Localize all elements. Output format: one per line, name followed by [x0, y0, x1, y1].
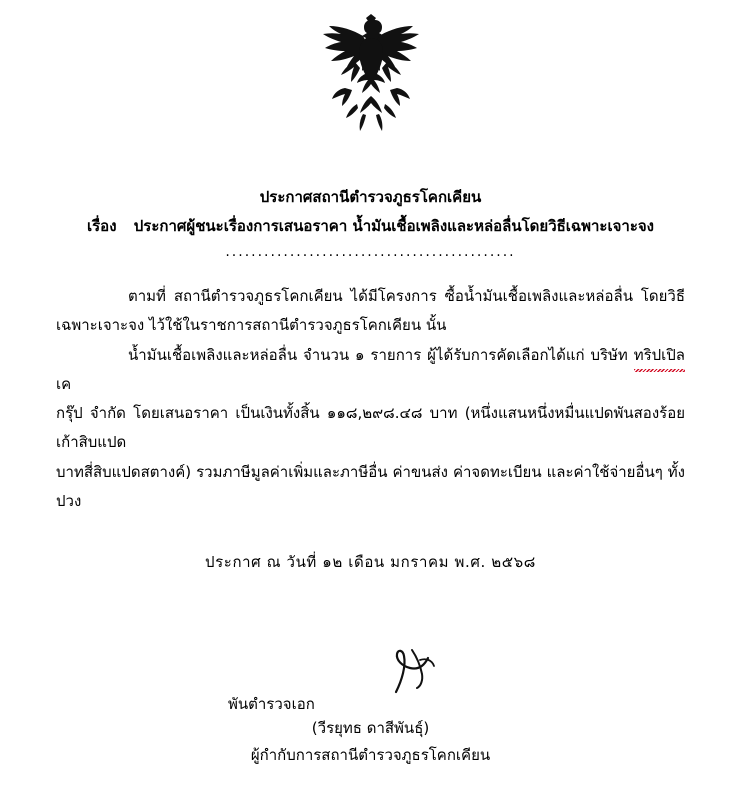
document-subject-line [0, 212, 741, 241]
title-block [0, 183, 741, 240]
paragraph-1-text: ตามที่ สถานีตำรวจภูธรโคกเคียน ได้มีโครงการ ซื้อน้ำมันเชื้อเพลิงและหล่อลื่น โดยวิธีเฉพาะเจาะจง ไว้ใช้ในราชการสถานีตำรวจภูธรโคกเคียน นั้น [56, 287, 685, 335]
signature-area [0, 640, 741, 800]
signer-name: (วีรยุทธ ดาสีพันธุ์) [311, 719, 430, 737]
handwritten-signature [376, 640, 456, 700]
signer-rank: พันตำรวจเอก [228, 695, 315, 713]
document-body [56, 282, 685, 516]
subject-label: เรื่อง [87, 216, 117, 235]
paragraph-2-line-1: น้ำมันเชื้อเพลิงและหล่อลื่น จำนวน ๑ รายการ ผู้ได้รับการคัดเลือกได้แก่ บริษัท ทริปเปิล เค [56, 346, 685, 393]
paragraph-2-line-3: บาทสี่สิบแปดสตางค์) รวมภาษีมูลค่าเพิ่มและภาษีอื่น ค่าขนส่ง ค่าจดทะเบียน และค่าใช้จ่ายอื่นๆ ทั้งปวง [56, 462, 685, 510]
signer-position: ผู้กำกับการสถานีตำรวจภูธรโคกเคียน [250, 746, 491, 764]
paragraph-2-line-2: กรุ๊ป จำกัด โดยเสนอราคา เป็นเงินทั้งสิ้น ๑๑๘,๒๙๘.๔๘ บาท (หนึ่งแสนหนึ่งหมื่นแปดพันสองร้อยเก้าสิบแปด [56, 404, 685, 452]
subject-text: ประกาศผู้ชนะเรื่องการเสนอราคา น้ำมันเชื้อเพลิงและหล่อลื่นโดยวิธีเฉพาะเจาะจง [133, 216, 654, 235]
title-separator: ............................................. [225, 244, 516, 260]
paragraph-2 [56, 341, 685, 517]
paragraph-1 [56, 282, 685, 341]
announcement-date: ประกาศ ณ วันที่ ๑๒ เดือน มกราคม พ.ศ. ๒๕๖๘ [205, 553, 536, 571]
spellcheck-underline: ทริปเปิล [634, 341, 685, 370]
document-title: ประกาศสถานีตำรวจภูธรโคกเคียน [259, 188, 482, 206]
garuda-emblem [0, 0, 741, 139]
